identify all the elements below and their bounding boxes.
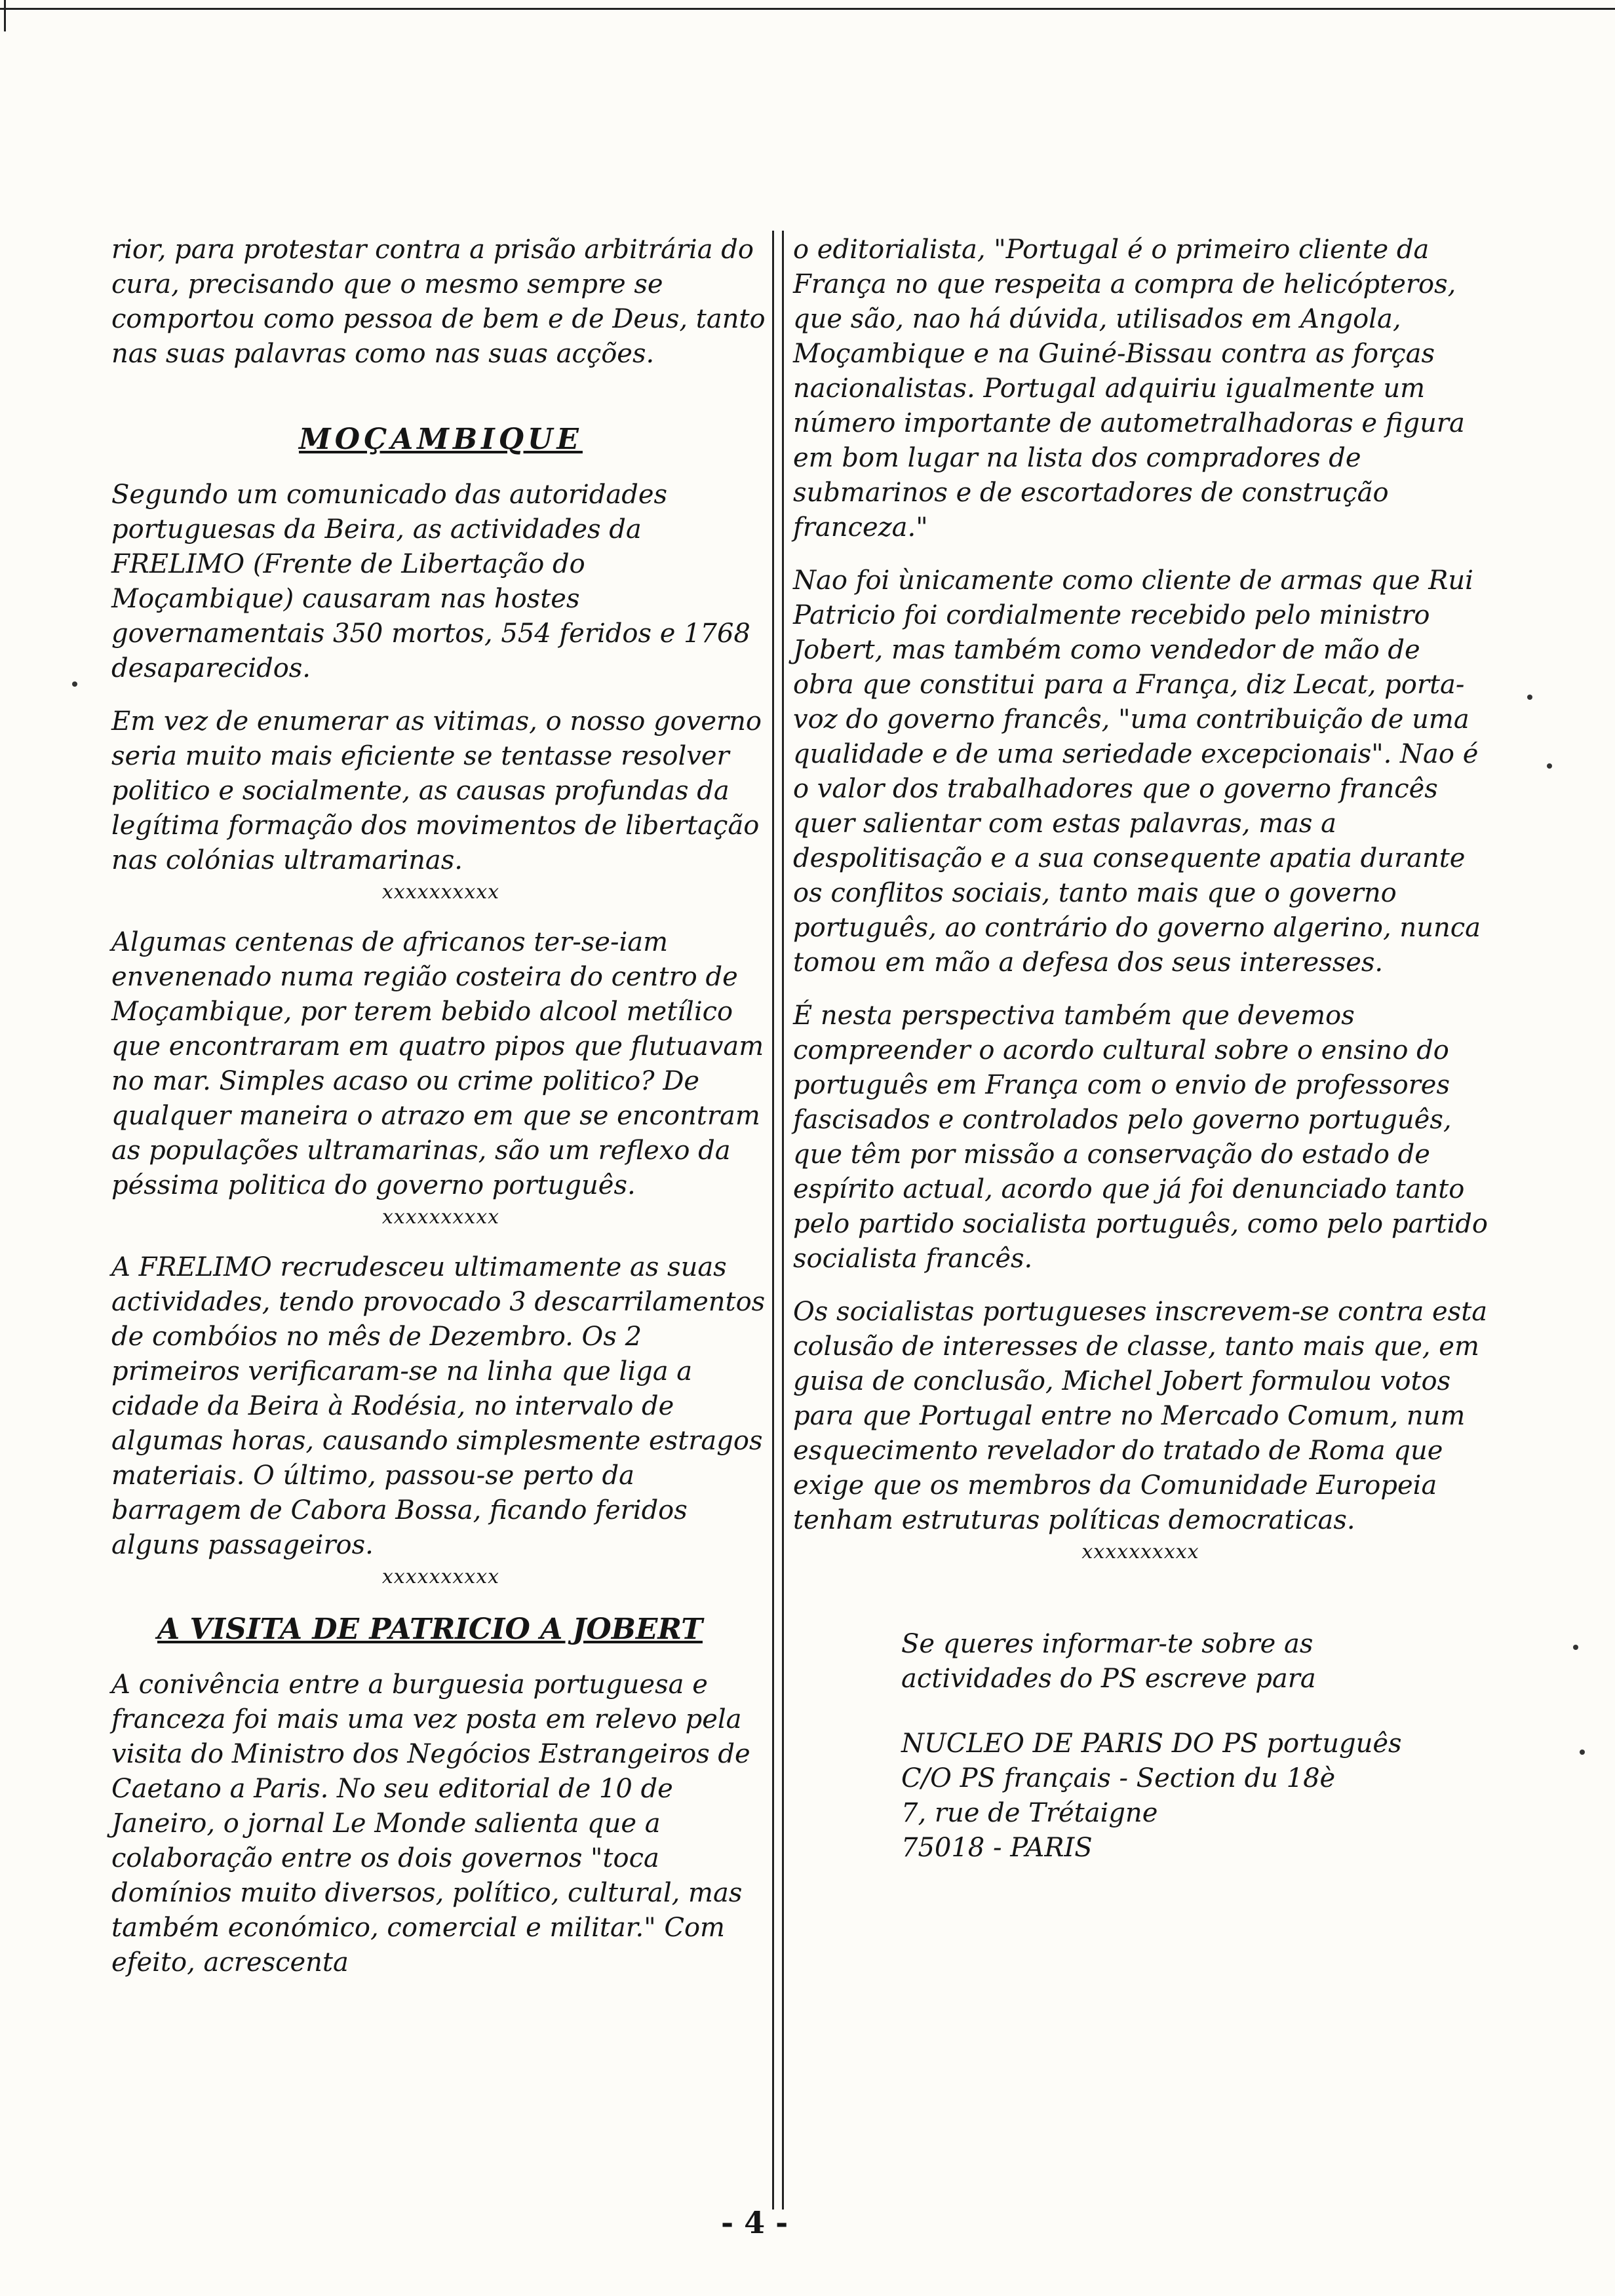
paragraph-derailments: A FRELIMO recrudesceu ultimamente as suas actividades, tendo provocado 3 descarrilamentos de combóios no mês de Dezembro. Os 2 primeiros verificaram-se na linha que liga a cidade da Beira à Rodésia, no intervalo de algumas horas, causando simplesmente estragos materiais. O último, passou-se perto da barragem de Cabora Bossa, ficando feridos alguns passageiros.: [111, 1252, 766, 1560]
left-column: [111, 233, 770, 1980]
paragraph-government-criticism: Em vez de enumerar as vitimas, o nosso governo seria muito mais eficiente se tentasse resolver politico e socialmente, as causas profundas da legítima formação dos movimentos de libertação nas colónias ultramarinas.: [111, 706, 762, 875]
address-line-2: C/O PS français - Section du 18è: [901, 1763, 1336, 1793]
contact-notice: [901, 1627, 1488, 1866]
paragraph-labour: Nao foi ùnicamente como cliente de armas que Rui Patricio foi cordialmente recebido pelo ministro Jobert, mas também como vendedor de mão de obra que constitui para a França, diz Lecat, porta-voz do governo francês, "uma contribuição de uma qualidade e de uma seriedade excepcionais". Nao é o valor dos trabalhadores que o governo francês quer salientar com estas palavras, mas a despolitisação e a sua consequente apatia durante os conflitos sociais, tanto mais que o governo português, ao contrário do governo algerino, nunca tomou em mão a defesa dos seus interesses.: [793, 565, 1481, 978]
paragraph-frelimo-casualties: Segundo um comunicado das autoridades portuguesas da Beira, as actividades da FRELIMO (Frente de Libertação do Moçambique) causaram nas hostes governamentais 350 mortos, 554 feridos e 1768 desaparecidos.: [111, 480, 750, 683]
address-line-4: 75018 - PARIS: [901, 1833, 1093, 1863]
paragraph-connivance: A conivência entre a burguesia portuguesa e franceza foi mais uma vez posta em relevo pela visita do Ministro dos Negócios Estrangeiros de Caetano a Paris. No seu editorial de 10 de Janeiro, o jornal Le Monde salienta que a colaboração entre os dois governos "toca domínios muito diversos, político, cultural, mas também económico, comercial e militar." Com efeito, acrescenta: [111, 1670, 750, 1978]
separator-1: xxxxxxxxxx: [381, 881, 500, 904]
paragraph-editorial-quote: o editorialista, "Portugal é o primeiro cliente da França no que respeita a compra de helicópteros, que são, nao há dúvida, utilisados em Angola, Moçambique e na Guiné-Bissau contra as forças nacionalistas. Portugal adquiriu igualmente um número importante de autometralhadoras e figura em bom lugar na lista dos compradores de submarinos e de escortadores de construção franceza.": [793, 235, 1465, 543]
column-divider: [772, 231, 784, 2210]
paragraph-cultural-accord: É nesta perspectiva também que devemos compreender o acordo cultural sobre o ensino do português em França com o envio de professores fascisados e controlados pelo governo português, que têm por missão a conservação do estado de espírito actual, acordo que já foi denunciado tanto pelo partido socialista português, como pelo partido socialista francês.: [793, 1001, 1488, 1274]
margin-speck: [1573, 1645, 1578, 1650]
heading-mocambique: MOÇAMBIQUE: [299, 423, 583, 456]
heading-visita: A VISITA DE PATRICIO A JOBERT: [157, 1613, 703, 1646]
left-margin-tick: [4, 0, 6, 31]
paragraph-prison-protest: rior, para protestar contra a prisão arbitrária do cura, precisando que o mesmo sempre se comportou como pessoa de bem e de Deus, tanto nas suas palavras como nas suas acções.: [111, 235, 766, 369]
margin-speck: [1580, 1750, 1585, 1755]
margin-speck: [1527, 695, 1532, 700]
notice-line-2: actividades do PS escreve para: [901, 1664, 1316, 1694]
margin-speck: [72, 681, 77, 687]
paragraph-socialists: Os socialistas portugueses inscrevem-se contra esta colusão de interesses de classe, tanto mais que, em guisa de conclusão, Michel Jobert formulou votos para que Portugal entre no Mercado Comum, num esquecimento revelador do tratado de Roma que exige que os membros da Comunidade Europeia tenham estruturas políticas democraticas.: [793, 1297, 1488, 1535]
address-line-3: 7, rue de Trétaigne: [901, 1798, 1158, 1828]
right-column: [793, 233, 1488, 1866]
separator-3: xxxxxxxxxx: [381, 1565, 500, 1588]
paragraph-poisoning: Algumas centenas de africanos ter-se-iam envenenado numa região costeira do centro de Moçambique, por terem bebido alcool metílico que encontraram em quatro pipos que flutuavam no mar. Simples acaso ou crime politico? De qualquer maneira o atrazo em que se encontram as populações ultramarinas, são um reflexo da péssima politica do governo português.: [111, 927, 764, 1200]
separator-2: xxxxxxxxxx: [381, 1206, 500, 1229]
separator-right: xxxxxxxxxx: [1081, 1540, 1199, 1563]
address-line-1: NUCLEO DE PARIS DO PS português: [901, 1729, 1402, 1759]
margin-speck: [1547, 763, 1552, 769]
top-rule: [0, 8, 1615, 10]
notice-line-1: Se queres informar-te sobre as: [901, 1629, 1313, 1659]
page-number: - 4 -: [721, 2205, 788, 2240]
